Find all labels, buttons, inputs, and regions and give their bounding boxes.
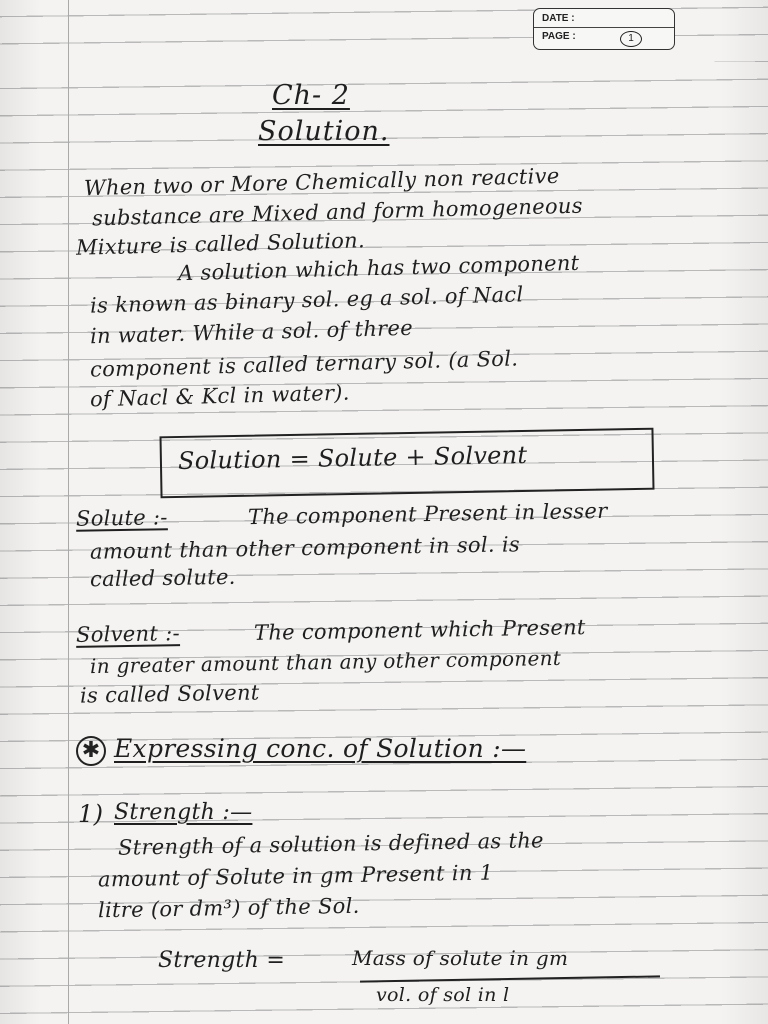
page-label: PAGE : — [542, 31, 576, 42]
solute-line-2: amount than other component in sol. is — [89, 532, 521, 564]
intro-line-8: of Nacl & Kcl in water). — [89, 380, 351, 412]
solvent-term: Solvent :- — [75, 621, 181, 647]
strength-line-1: Strength of a solution is defined as the — [117, 828, 544, 860]
intro-line-2: substance are Mixed and form homogeneous — [91, 193, 584, 231]
strength-denominator: vol. of sol in l — [376, 984, 510, 1006]
strength-line-2: amount of Solute in gm Present in 1 — [97, 860, 494, 892]
star-bullet-icon: ✱ — [76, 736, 106, 766]
intro-line-1: When two or More Chemically non reactive — [83, 163, 560, 201]
fraction-bar — [360, 975, 660, 982]
strength-number: 1) — [78, 800, 104, 828]
solute-line-3: called solute. — [89, 564, 236, 592]
strength-formula-lhs: Strength = — [158, 948, 286, 973]
intro-line-3: Mixture is called Solution. — [75, 228, 366, 260]
intro-line-6: in water. While a sol. of three — [89, 315, 414, 349]
date-label: DATE : — [542, 13, 575, 24]
margin-line — [68, 0, 69, 1024]
intro-line-5: is known as binary sol. eg a sol. of Nacl — [89, 282, 524, 318]
strength-term: Strength :— — [114, 800, 253, 825]
strength-line-3: litre (or dm³) of the Sol. — [97, 893, 360, 923]
section-heading: Expressing conc. of Solution :— — [114, 734, 527, 763]
intro-line-7: component is called ternary sol. (a Sol. — [89, 346, 519, 382]
chapter-title: Ch- 2 — [272, 80, 350, 111]
date-page-box — [533, 8, 675, 50]
solute-line-1: The component Present in lesser — [247, 498, 608, 530]
date-box-divider — [534, 27, 674, 28]
solvent-line-3: is called Solvent — [79, 680, 260, 708]
intro-line-4: A solution which has two component — [177, 250, 580, 286]
solution-formula: Solution = Solute + Solvent — [177, 440, 528, 476]
topic-title: Solution. — [258, 116, 390, 147]
solvent-line-1: The component which Present — [253, 615, 586, 645]
page-number: 1 — [620, 31, 642, 47]
solute-term: Solute :- — [75, 505, 168, 531]
solvent-line-2: in greater amount than any other component — [89, 645, 562, 679]
strength-numerator: Mass of solute in gm — [352, 946, 569, 970]
